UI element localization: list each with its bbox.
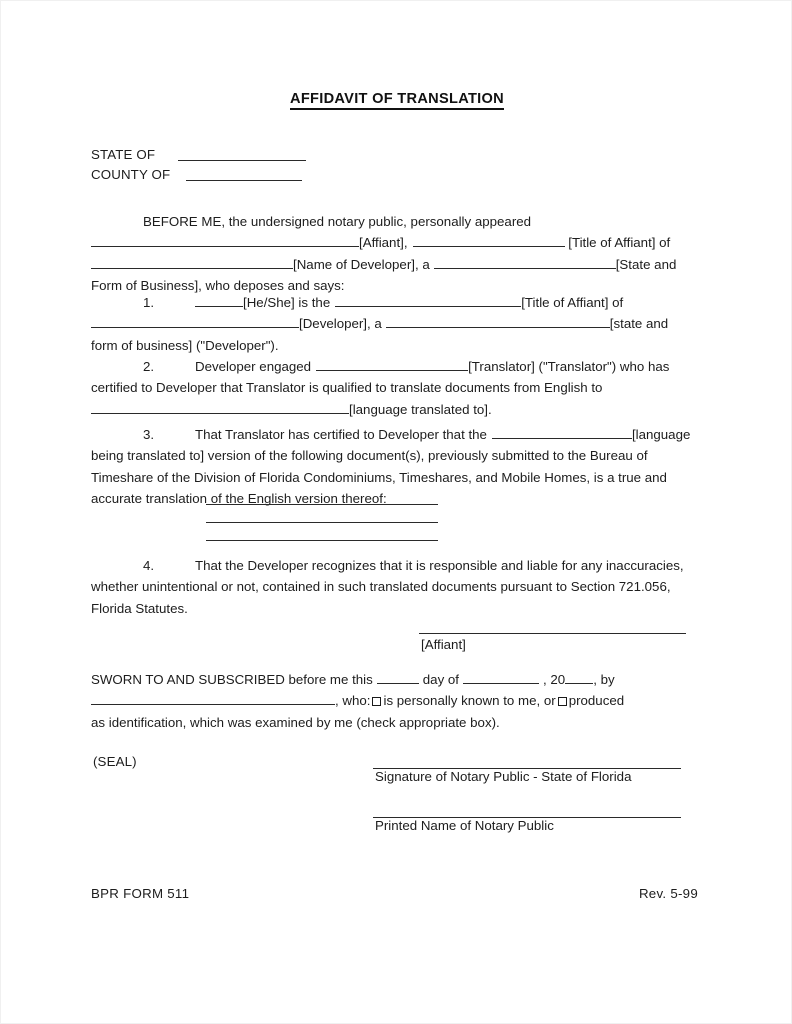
page-title — [1, 91, 792, 107]
paragraph-3-line-1: 3. That Translator has certified to Developer that the [language — [91, 424, 721, 445]
paragraph-1-line-2: [Developer], a [state and — [91, 313, 721, 334]
language-translated-to-blank[interactable] — [91, 400, 349, 414]
p1-title-affiant-blank[interactable] — [335, 293, 521, 307]
paragraph-2-line-3: [language translated to]. — [91, 399, 721, 420]
preamble-block — [91, 211, 721, 296]
county-of-label: COUNTY OF — [91, 167, 171, 182]
produced-id-checkbox[interactable] — [558, 697, 567, 706]
paragraph-2-line-2: certified to Developer that Translator is qualified to translate documents from English to — [91, 380, 603, 396]
document-blank-line-1[interactable] — [206, 504, 438, 505]
notary-signature-label: Signature of Notary Public - State of Florida — [375, 769, 632, 784]
notary-printed-name-label: Printed Name of Notary Public — [375, 818, 554, 833]
state-form-business-blank[interactable] — [434, 255, 616, 269]
preamble-line-4: Form of Business], who deposes and says: — [91, 277, 345, 293]
preamble-line-1: BEFORE ME, the undersigned notary public, personally appeared — [143, 214, 532, 229]
paragraph-3-line-2: being translated to] version of the following document(s), previously submitted to the Bureau of — [91, 448, 648, 464]
paragraph-1 — [91, 292, 721, 356]
preamble-line-2: [Affiant], [Title of Affiant] of — [91, 232, 721, 253]
page-title-text: AFFIDAVIT OF TRANSLATION — [290, 91, 504, 110]
paragraph-4-line-1: 4. That the Developer recognizes that it is responsible and liable for any inaccuracies, — [91, 555, 721, 576]
paragraph-3 — [91, 424, 721, 509]
jurat-block — [91, 669, 721, 733]
paragraph-4-line-3: Florida Statutes. — [91, 600, 188, 616]
affiant-name-blank[interactable] — [91, 234, 359, 248]
he-she-blank[interactable] — [195, 293, 243, 307]
jurat-line-2: , who: is personally known to me, or produced — [91, 690, 721, 711]
translator-name-blank[interactable] — [316, 357, 468, 371]
jurat-month-blank[interactable] — [463, 670, 539, 684]
jurat-year-blank[interactable] — [565, 670, 593, 684]
seal-label: (SEAL) — [93, 754, 137, 769]
paragraph-1-number: 1. — [143, 295, 155, 310]
form-revision: Rev. 5-99 — [638, 886, 698, 901]
jurat-day-blank[interactable] — [377, 670, 419, 684]
paragraph-4 — [91, 555, 721, 619]
developer-name-blank[interactable] — [91, 255, 293, 269]
p1-developer-blank[interactable] — [91, 315, 299, 329]
form-number: BPR FORM 511 — [91, 886, 190, 901]
document-blank-line-3[interactable] — [206, 540, 438, 541]
document-blank-line-2[interactable] — [206, 522, 438, 523]
jurat-line-1: SWORN TO AND SUBSCRIBED before me this day of , 20 , by — [91, 672, 615, 687]
paragraph-3-line-4: accurate translation of the English version thereof: — [91, 490, 387, 506]
state-of-blank[interactable] — [178, 160, 306, 161]
jurat-line-3: as identification, which was examined by me (check appropriate box). — [91, 714, 500, 730]
p1-state-form-blank[interactable] — [386, 315, 610, 329]
paragraph-3-line-3: Timeshare of the Division of Florida Condominiums, Timeshares, and Mobile Homes, is a true and — [91, 469, 667, 485]
jurat-person-name-blank[interactable] — [91, 692, 335, 706]
affiant-signature-label: [Affiant] — [421, 637, 466, 652]
preamble-line-3: [Name of Developer], a [State and — [91, 254, 721, 275]
paragraph-1-line-3: form of business] ("Developer"). — [91, 337, 279, 353]
paragraph-4-number: 4. — [143, 558, 155, 573]
affiant-title-blank[interactable] — [413, 234, 565, 248]
state-of-label: STATE OF — [91, 147, 156, 162]
paragraph-4-line-2: whether unintentional or not, contained in such translated documents pursuant to Section 721.056, — [91, 579, 671, 595]
paragraph-2-number: 2. — [143, 359, 155, 374]
paper-sheet — [1, 1, 792, 1024]
paragraph-3-number: 3. — [143, 427, 155, 442]
p3-language-blank[interactable] — [492, 425, 632, 439]
affiant-signature-line[interactable] — [419, 633, 686, 634]
county-of-blank[interactable] — [186, 180, 302, 181]
paragraph-2-line-1: 2. Developer engaged [Translator] ("Translator") who has — [91, 356, 721, 377]
personally-known-checkbox[interactable] — [372, 697, 381, 706]
paragraph-1-line-1: 1. [He/She] is the [Title of Affiant] of — [91, 292, 721, 313]
paragraph-2 — [91, 356, 721, 420]
